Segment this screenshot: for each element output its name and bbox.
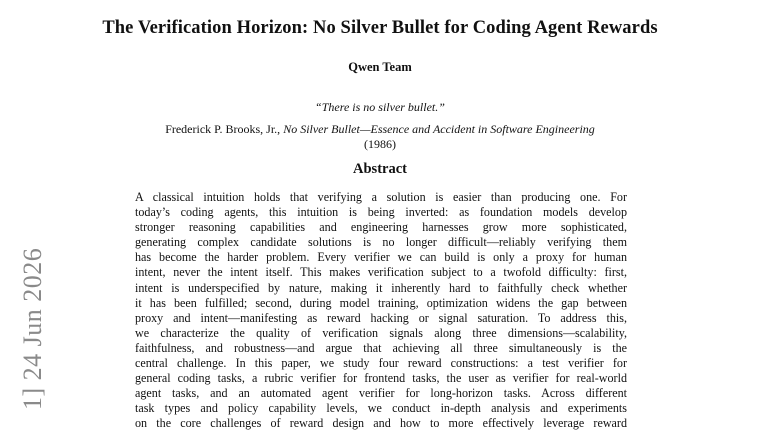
abstract-line: has become the harder problem. Every verifier we can build is only a proxy for human — [135, 250, 627, 265]
abstract-line: agent tasks, and an automated agent verifier for long-horizon tasks. Across different — [135, 386, 627, 401]
abstract-heading: Abstract — [353, 161, 407, 177]
epigraph-quote: “There is no silver bullet.” — [315, 100, 445, 114]
abstract-line: task types and policy capability levels, we conduct in-depth analysis and experiments — [135, 401, 627, 416]
abstract-line: intent is underspecified by nature, making it inherently hard to faithfully check whether — [135, 280, 627, 295]
abstract-line: general coding tasks, a rubric verifier for frontend tasks, the user as verifier for real-world — [135, 371, 627, 386]
abstract-line: it has been fulfilled; second, during model training, optimization widens the gap between — [135, 295, 627, 310]
abstract-line: intent, never the intent itself. This makes verification subject to a twofold difficulty: first, — [135, 265, 627, 280]
abstract-body — [135, 190, 627, 432]
arxiv-side-stamp: 1] 24 Jun 2026 — [18, 247, 47, 410]
abstract-line: faithfulness, and robustness—and argue that achieving all three simultaneously is the — [135, 340, 627, 355]
abstract-line: stronger reasoning capabilities and engineering harnesses grow more sophisticated, — [135, 220, 627, 235]
paper-author: Qwen Team — [348, 60, 412, 74]
abstract-line: on the core challenges of reward design and how to more effectively leverage reward — [135, 416, 627, 431]
abstract-line: A classical intuition holds that verifying a solution is easier than producing one. For — [135, 190, 627, 204]
attribution-work: No Silver Bullet—Essence and Accident in Software Engineering — [283, 122, 595, 136]
abstract-line: we characterize the quality of verification signals along three dimensions—scalability, — [135, 325, 627, 340]
abstract-line: today’s coding agents, this intuition is being inverted: as foundation models develop — [135, 205, 627, 220]
abstract-line: proxy and intent—manifesting as reward hacking or signal saturation. To address this, — [135, 310, 627, 325]
attribution-author: Frederick P. Brooks, Jr., — [165, 122, 284, 136]
paper-title: The Verification Horizon: No Silver Bullet for Coding Agent Rewards — [102, 18, 658, 38]
abstract-line: generating complex candidate solutions is no longer difficult—reliably verifying them — [135, 235, 627, 250]
epigraph-attribution — [0, 122, 760, 152]
attribution-year: (1986) — [364, 137, 396, 151]
abstract-line: central challenge. In this paper, we study four reward constructions: a test verifier for — [135, 356, 627, 371]
